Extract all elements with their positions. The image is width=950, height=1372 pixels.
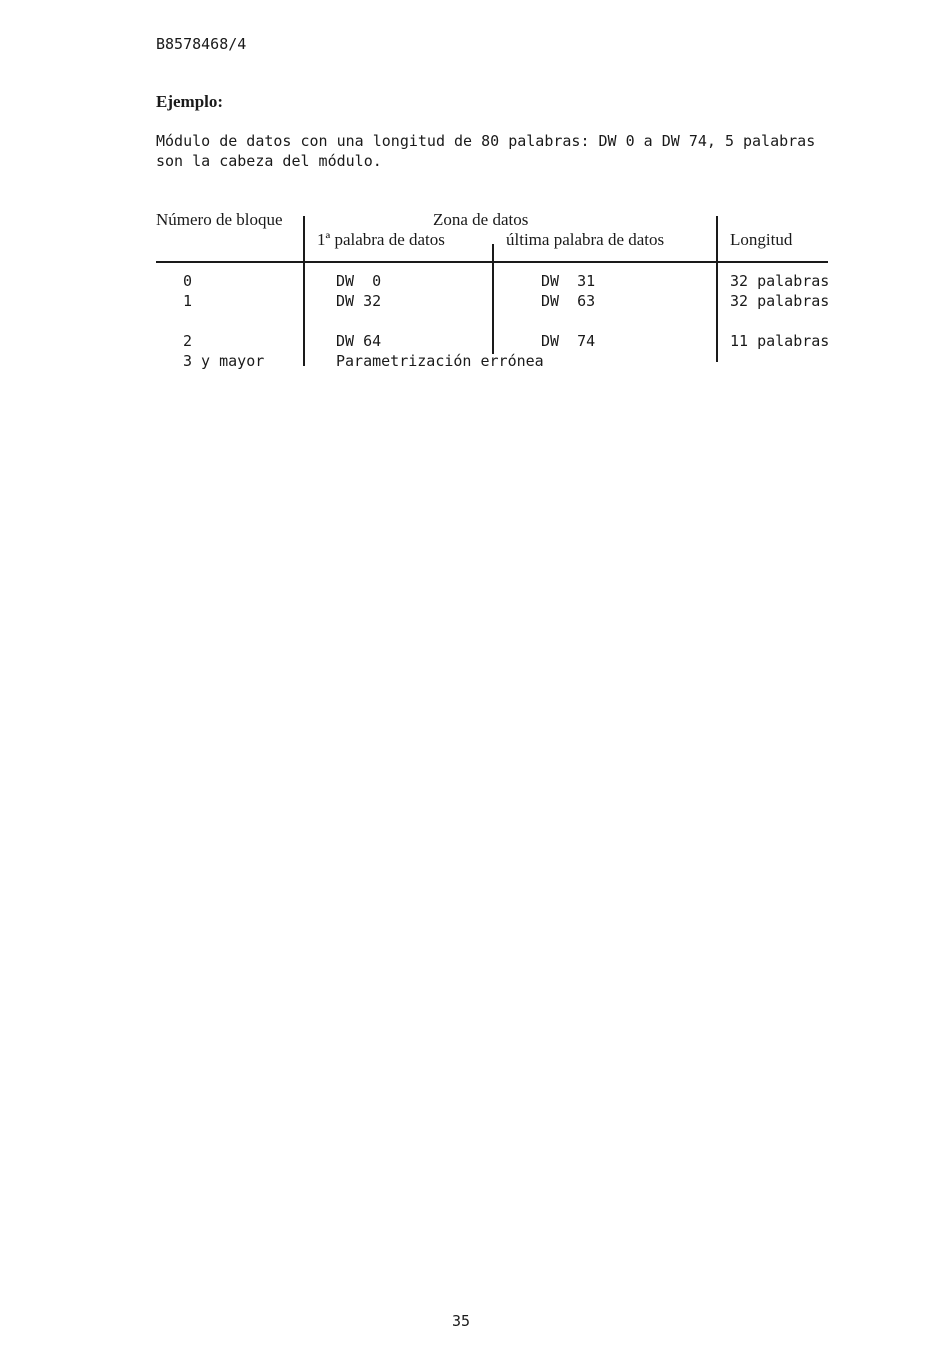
row-1-last-word: DW 63	[541, 292, 596, 310]
row-3-block: 3 y mayor	[183, 352, 265, 370]
example-heading: Ejemplo:	[156, 92, 224, 111]
row-0-block: 0	[183, 272, 193, 290]
header-last-word: última palabra de datos	[506, 230, 665, 249]
example-text-line-1: Módulo de datos con una longitud de 80 palabras: DW 0 a DW 74, 5 palabras	[156, 132, 816, 150]
row-1-first-word: DW 32	[336, 292, 382, 310]
column-divider-first-last	[492, 244, 494, 354]
row-2-length: 11 palabras	[730, 332, 830, 350]
row-0-length: 32 palabras	[730, 272, 830, 290]
row-0-first-word: DW 0	[336, 272, 382, 290]
document-code: B8578468/4	[156, 35, 247, 53]
row-0-last-word: DW 31	[541, 272, 596, 290]
row-2-block: 2	[183, 332, 193, 350]
page-number: 35	[452, 1312, 471, 1330]
example-text-line-2: son la cabeza del módulo.	[156, 152, 382, 170]
column-divider-length	[716, 216, 718, 362]
row-2-first-word: DW 64	[336, 332, 382, 350]
header-data-zone: Zona de datos	[433, 210, 529, 229]
row-1-block: 1	[183, 292, 193, 310]
row-2-last-word: DW 74	[541, 332, 596, 350]
row-3-first-word: Parametrización errónea	[336, 352, 544, 370]
header-block-number: Número de bloque	[156, 210, 283, 229]
header-first-word: 1ª palabra de datos	[317, 230, 445, 249]
header-length: Longitud	[730, 230, 793, 249]
column-divider-block	[303, 216, 305, 366]
row-1-length: 32 palabras	[730, 292, 830, 310]
